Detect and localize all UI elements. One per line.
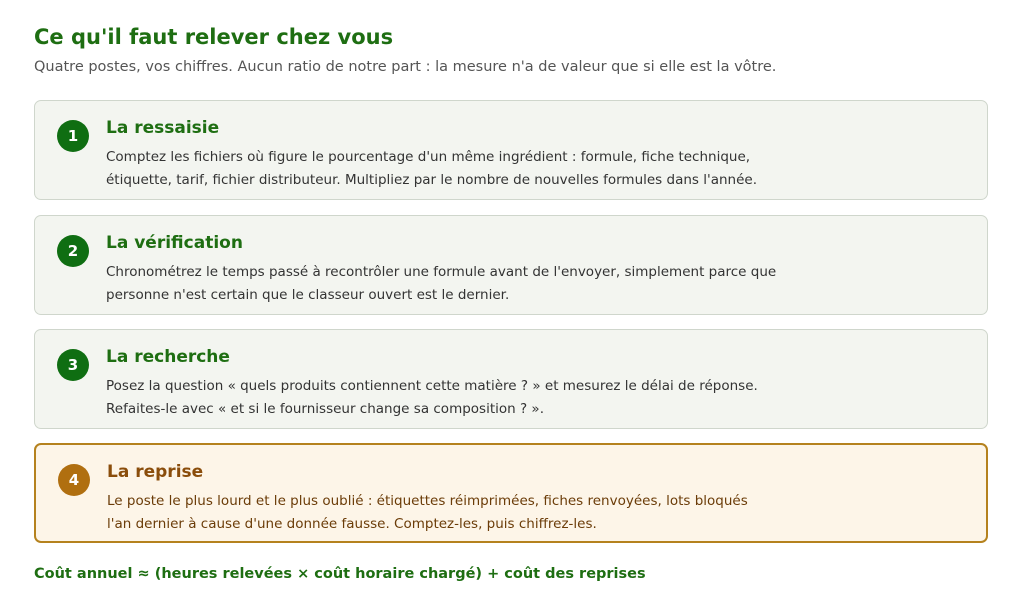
step-title: La recherche — [106, 347, 230, 367]
step-description — [106, 375, 826, 420]
step-title: La ressaisie — [106, 118, 220, 138]
step-number-badge: 2 — [57, 235, 89, 267]
step-description-line-1: Posez la question « quels produits contiennent cette matière ? » et mesurez le délai de réponse. — [106, 378, 758, 394]
step-description-line-1: Chronométrez le temps passé à recontrôler une formule avant de l'envoyer, simplement parce que — [106, 264, 777, 280]
step-card-2 — [34, 215, 988, 315]
step-title: La vérification — [106, 233, 243, 253]
step-description — [106, 146, 826, 191]
step-description — [107, 490, 827, 535]
step-number-badge: 4 — [58, 464, 90, 496]
step-card-4-highlighted — [34, 443, 988, 543]
step-card-1 — [34, 100, 988, 200]
step-description-line-2: personne n'est certain que le classeur ouvert est le dernier. — [106, 286, 510, 303]
step-description-line-1: Comptez les fichiers où figure le pourcentage d'un même ingrédient : formule, fiche technique, — [106, 149, 751, 165]
page-title: Ce qu'il faut relever chez vous — [34, 25, 394, 49]
step-description-line-2: l'an dernier à cause d'une donnée fausse. Comptez-les, puis chiffrez-les. — [107, 515, 597, 532]
step-title: La reprise — [107, 462, 204, 482]
step-number-badge: 3 — [57, 349, 89, 381]
step-card-3 — [34, 329, 988, 429]
step-number-badge: 1 — [57, 120, 89, 152]
step-description — [106, 261, 826, 306]
cost-formula: Coût annuel ≈ (heures relevées × coût horaire chargé) + coût des reprises — [34, 566, 646, 582]
step-description-line-2: étiquette, tarif, fichier distributeur. Multipliez par le nombre de nouvelles formules dans l'année. — [106, 171, 757, 188]
step-description-line-2: Refaites-le avec « et si le fournisseur change sa composition ? ». — [106, 400, 544, 417]
step-description-line-1: Le poste le plus lourd et le plus oublié : étiquettes réimprimées, fiches renvoyées, lots bloqués — [107, 493, 748, 509]
page-subtitle: Quatre postes, vos chiffres. Aucun ratio de notre part : la mesure n'a de valeur que si elle est la vôtre. — [34, 59, 777, 75]
